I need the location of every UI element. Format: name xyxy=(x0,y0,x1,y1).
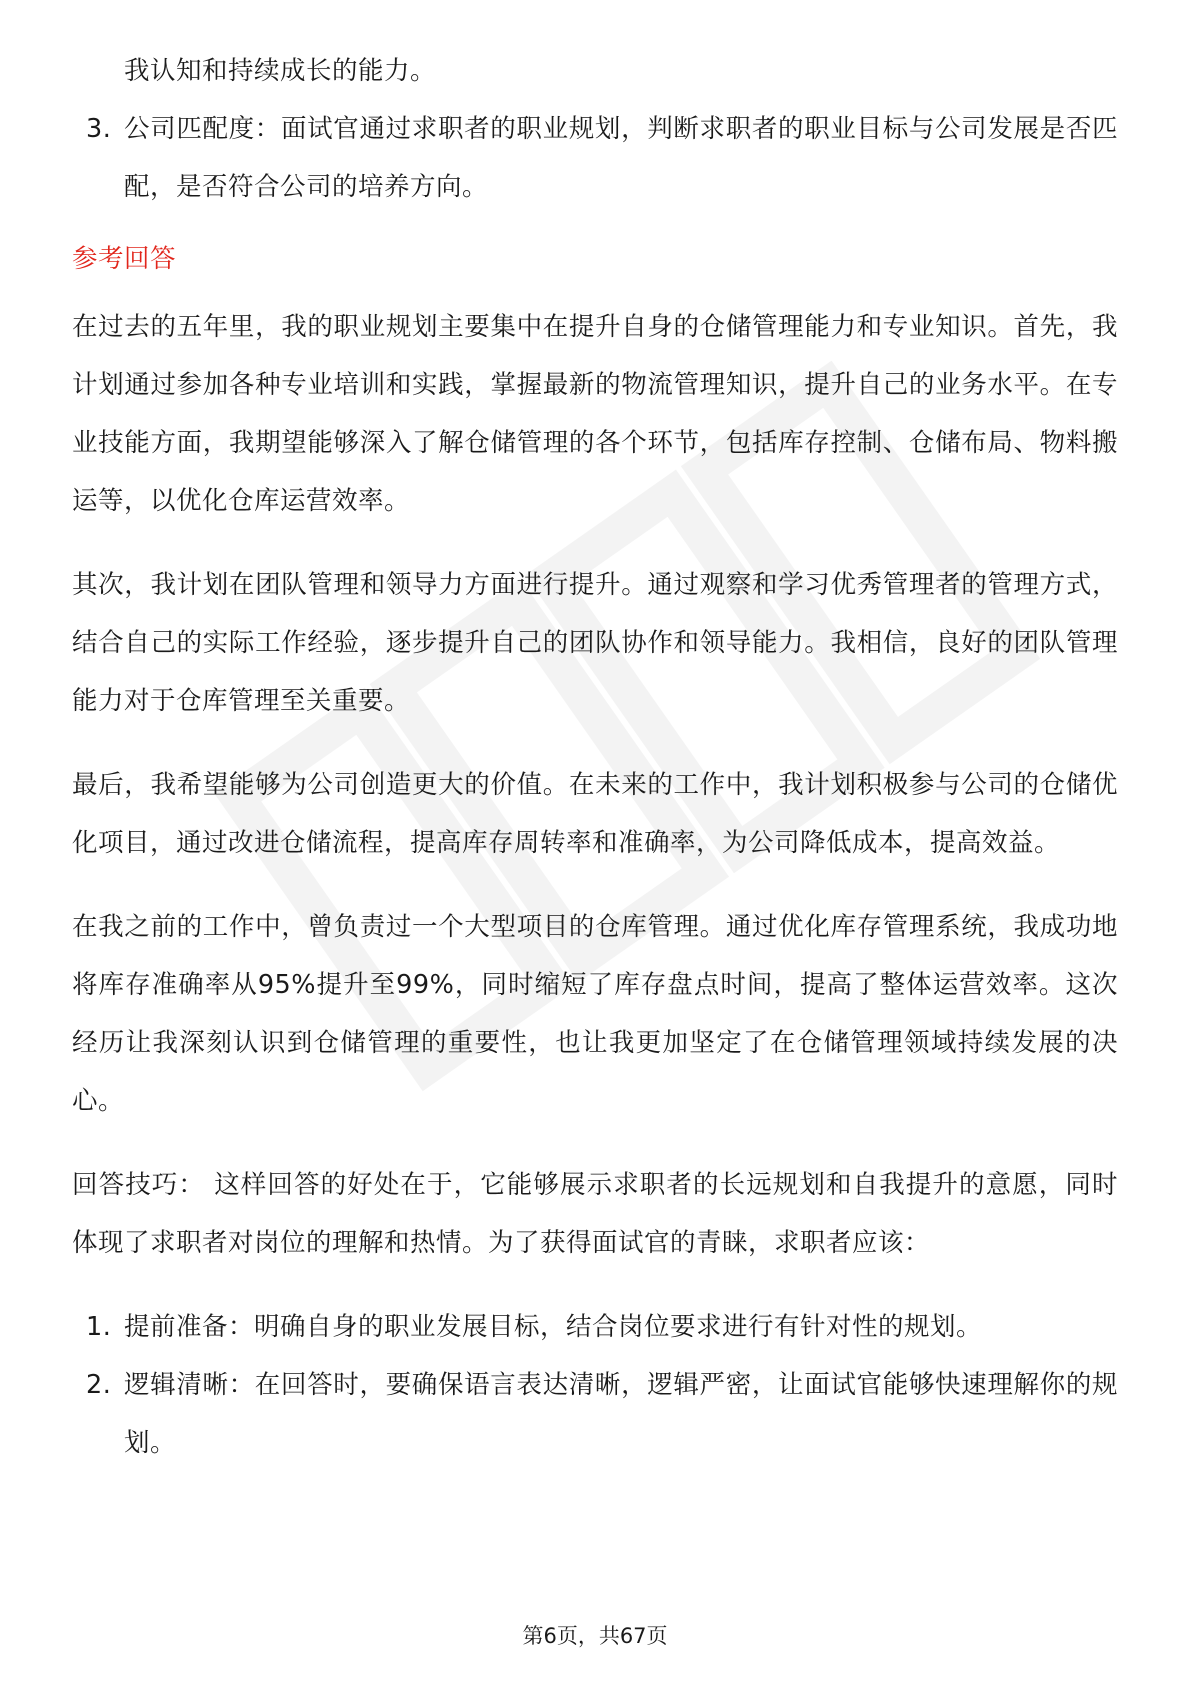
answer-paragraph-3: 最后，我希望能够为公司创造更大的价值。在未来的工作中，我计划积极参与公司的仓储优化项目，通过改进仓储流程，提高库存周转率和准确率，为公司降低成本，提高效益。 xyxy=(72,770,1118,858)
section-title: 参考回答 xyxy=(72,244,177,274)
tip-item-1 xyxy=(72,1298,1118,1356)
criteria-list-item xyxy=(72,100,1118,216)
list-number: 1. xyxy=(86,1312,112,1342)
tip-item-2 xyxy=(72,1356,1118,1472)
list-number: 2. xyxy=(86,1370,112,1400)
page-footer: 第6页，共67页 xyxy=(522,1624,668,1648)
list-item-text: 提前准备：明确自身的职业发展目标，结合岗位要求进行有针对性的规划。 xyxy=(124,1312,983,1342)
tips-intro: 回答技巧： 这样回答的好处在于，它能够展示求职者的长远规划和自我提升的意愿，同时体现了求职者对岗位的理解和热情。为了获得面试官的青睐，求职者应该： xyxy=(72,1170,1118,1258)
answer-paragraph-2: 其次，我计划在团队管理和领导力方面进行提升。通过观察和学习优秀管理者的管理方式，结合自己的实际工作经验，逐步提升自己的团队协作和领导能力。我相信，良好的团队管理能力对于仓库管理至关重要。 xyxy=(72,570,1118,716)
continuation-text: 我认知和持续成长的能力。 xyxy=(124,56,437,86)
answer-paragraph-4: 在我之前的工作中，曾负责过一个大型项目的仓库管理。通过优化库存管理系统，我成功地将库存准确率从95%提升至99%，同时缩短了库存盘点时间，提高了整体运营效率。这次经历让我深刻认识到仓储管理的重要性，也让我更加坚定了在仓储管理领域持续发展的决心。 xyxy=(72,912,1118,1116)
list-number: 3. xyxy=(86,114,112,144)
answer-paragraph-1: 在过去的五年里，我的职业规划主要集中在提升自身的仓储管理能力和专业知识。首先，我计划通过参加各种专业培训和实践，掌握最新的物流管理知识，提升自己的业务水平。在专业技能方面，我期望能够深入了解仓储管理的各个环节，包括库存控制、仓储布局、物料搬运等，以优化仓库运营效率。 xyxy=(72,312,1118,516)
list-item-text: 公司匹配度：面试官通过求职者的职业规划，判断求职者的职业目标与公司发展是否匹配，是否符合公司的培养方向。 xyxy=(124,114,1118,202)
document-page xyxy=(72,42,1118,1472)
list-item-text: 逻辑清晰：在回答时，要确保语言表达清晰，逻辑严密，让面试官能够快速理解你的规划。 xyxy=(124,1370,1118,1458)
